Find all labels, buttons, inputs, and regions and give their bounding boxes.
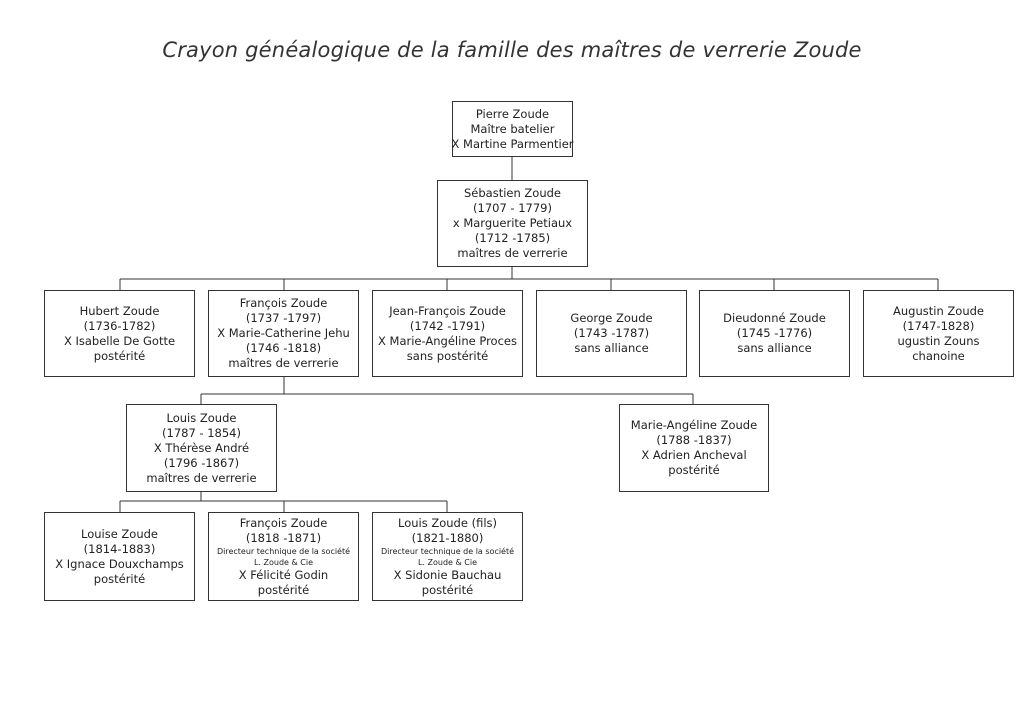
person-detail-line: (1814-1883) xyxy=(83,541,156,556)
person-detail-line: Maître batelier xyxy=(470,121,555,136)
person-detail-line: (1796 -1867) xyxy=(163,455,240,470)
person-box-augustin-zoude xyxy=(863,290,1014,377)
person-box-marie-angeline-zoude xyxy=(619,404,769,492)
person-box-dieudonne-zoude xyxy=(699,290,850,377)
person-detail-line: X Martine Parmentier xyxy=(451,136,574,151)
person-detail-line: X Ignace Douxchamps xyxy=(55,556,184,571)
person-name: Jean-François Zoude xyxy=(389,303,506,318)
person-detail-line: (1746 -1818) xyxy=(245,341,322,355)
person-detail-line: postérité xyxy=(93,571,146,586)
person-detail-line: chanoine xyxy=(912,348,965,363)
person-box-louis-zoude-fils xyxy=(372,512,523,601)
person-detail-line: postérité xyxy=(93,348,146,363)
person-detail-line: sans alliance xyxy=(737,341,812,355)
person-detail-line: Directeur technique de la société xyxy=(216,546,351,556)
person-box-george-zoude xyxy=(536,290,687,377)
person-detail-line: (1742 -1791) xyxy=(409,318,486,333)
person-detail-line: X Adrien Ancheval xyxy=(641,448,747,462)
person-detail-line: postérité xyxy=(668,463,720,477)
person-detail-line: sans postérité xyxy=(406,348,489,363)
person-detail-line: (1707 - 1779) xyxy=(473,201,552,215)
person-detail-line: postérité xyxy=(421,582,474,597)
person-detail-line: X Félicité Godin xyxy=(238,567,329,582)
person-detail-line: (1818 -1871) xyxy=(245,530,322,545)
person-detail-line: (1821-1880) xyxy=(411,530,484,545)
person-detail-line: (1788 -1837) xyxy=(656,433,732,447)
person-name: François Zoude xyxy=(239,296,328,310)
person-name: Marie-Angéline Zoude xyxy=(630,418,758,432)
person-detail-line: postérité xyxy=(257,582,310,597)
person-name: Louis Zoude (fils) xyxy=(397,515,497,530)
person-name: François Zoude xyxy=(239,515,328,530)
person-box-hubert-zoude xyxy=(44,290,195,377)
person-detail-line: (1712 -1785) xyxy=(474,231,551,245)
person-detail-line: Directeur technique de la société xyxy=(380,546,515,556)
person-detail-line: X Thérèse André xyxy=(153,440,250,455)
person-name: Augustin Zoude xyxy=(893,303,984,318)
person-box-pierre-zoude xyxy=(452,101,573,157)
person-detail-line: X Isabelle De Gotte xyxy=(63,333,176,348)
person-detail-line: X Marie-Catherine Jehu xyxy=(217,326,350,340)
diagram-title: Crayon généalogique de la famille des maîtres de verrerie Zoude xyxy=(162,38,862,62)
person-box-louis-zoude-1787 xyxy=(126,404,277,492)
person-box-francois-zoude-1737 xyxy=(208,290,359,377)
person-detail-line: L. Zoude & Cie xyxy=(253,557,314,567)
person-detail-line: maîtres de verrerie xyxy=(228,356,339,370)
person-name: Hubert Zoude xyxy=(79,303,160,318)
person-detail-line: ugustin Zouns xyxy=(897,333,980,348)
person-detail-line: (1787 - 1854) xyxy=(162,425,241,440)
person-detail-line: (1747-1828) xyxy=(902,318,975,333)
person-detail-line: maîtres de verrerie xyxy=(457,246,568,260)
person-name: Dieudonné Zoude xyxy=(723,311,826,325)
person-detail-line: X Sidonie Bauchau xyxy=(393,567,502,582)
person-name: George Zoude xyxy=(570,311,653,325)
person-detail-line: (1737 -1797) xyxy=(245,311,322,325)
person-detail-line: (1736-1782) xyxy=(83,318,156,333)
person-name: Louis Zoude xyxy=(166,410,237,425)
person-box-francois-zoude-1818 xyxy=(208,512,359,601)
person-name: Sébastien Zoude xyxy=(463,186,561,200)
person-box-louise-zoude xyxy=(44,512,195,601)
person-name: Louise Zoude xyxy=(80,526,159,541)
person-detail-line: maîtres de verrerie xyxy=(146,470,257,485)
person-box-sebastien-zoude xyxy=(437,180,588,267)
person-detail-line: sans alliance xyxy=(574,341,649,355)
person-detail-line: (1745 -1776) xyxy=(736,326,813,340)
person-detail-line: x Marguerite Petiaux xyxy=(452,216,573,230)
person-name: Pierre Zoude xyxy=(475,106,550,121)
person-box-jean-francois-zoude xyxy=(372,290,523,377)
person-detail-line: X Marie-Angéline Proces xyxy=(378,333,517,348)
person-detail-line: (1743 -1787) xyxy=(573,326,650,340)
person-detail-line: L. Zoude & Cie xyxy=(417,557,478,567)
